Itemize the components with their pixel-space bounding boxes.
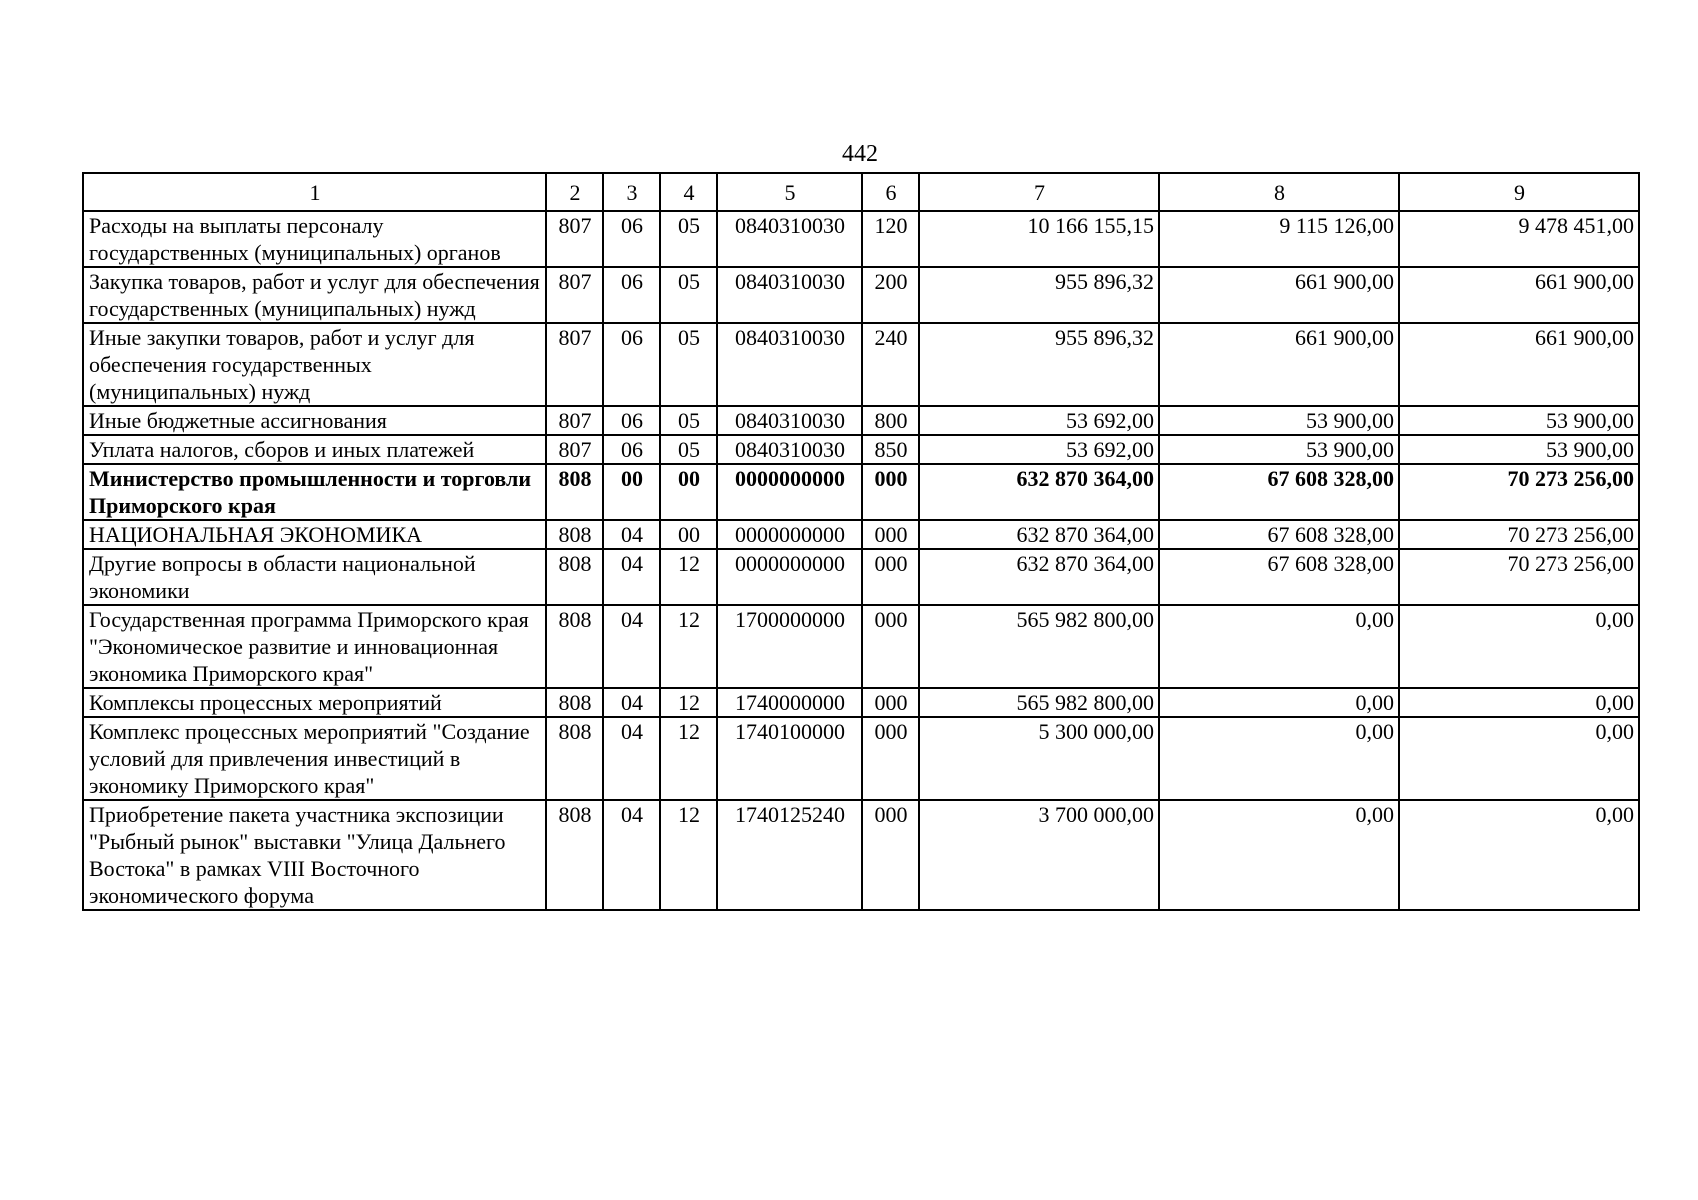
table-row xyxy=(83,605,1639,688)
code-cell-4: 12 xyxy=(660,800,717,910)
amount-cell-7: 632 870 364,00 xyxy=(919,464,1159,520)
amount-cell-8: 0,00 xyxy=(1159,800,1399,910)
code-cell-5: 0000000000 xyxy=(717,549,862,605)
table-row xyxy=(83,688,1639,717)
row-name-cell: Комплексы процессных мероприятий xyxy=(83,688,546,717)
code-cell-2: 807 xyxy=(546,406,603,435)
code-cell-4: 12 xyxy=(660,605,717,688)
code-cell-2: 808 xyxy=(546,800,603,910)
code-cell-6: 240 xyxy=(862,323,919,406)
amount-cell-8: 67 608 328,00 xyxy=(1159,549,1399,605)
amount-cell-9: 70 273 256,00 xyxy=(1399,464,1639,520)
column-header: 5 xyxy=(717,173,862,211)
code-cell-2: 807 xyxy=(546,435,603,464)
header-row xyxy=(83,173,1639,211)
code-cell-5: 1700000000 xyxy=(717,605,862,688)
code-cell-2: 808 xyxy=(546,520,603,549)
code-cell-6: 850 xyxy=(862,435,919,464)
amount-cell-7: 955 896,32 xyxy=(919,323,1159,406)
amount-cell-9: 70 273 256,00 xyxy=(1399,520,1639,549)
code-cell-3: 06 xyxy=(603,323,660,406)
row-name-cell: Министерство промышленности и торговли Приморского края xyxy=(83,464,546,520)
code-cell-4: 12 xyxy=(660,717,717,800)
column-header: 1 xyxy=(83,173,546,211)
row-name-cell: НАЦИОНАЛЬНАЯ ЭКОНОМИКА xyxy=(83,520,546,549)
column-header: 2 xyxy=(546,173,603,211)
code-cell-4: 12 xyxy=(660,549,717,605)
amount-cell-9: 0,00 xyxy=(1399,717,1639,800)
code-cell-6: 200 xyxy=(862,267,919,323)
row-name-cell: Закупка товаров, работ и услуг для обеспечения государственных (муниципальных) нужд xyxy=(83,267,546,323)
code-cell-4: 12 xyxy=(660,688,717,717)
table-row xyxy=(83,464,1639,520)
column-header: 6 xyxy=(862,173,919,211)
code-cell-6: 120 xyxy=(862,211,919,267)
code-cell-4: 05 xyxy=(660,267,717,323)
amount-cell-7: 10 166 155,15 xyxy=(919,211,1159,267)
code-cell-2: 808 xyxy=(546,549,603,605)
code-cell-5: 1740000000 xyxy=(717,688,862,717)
code-cell-6: 000 xyxy=(862,464,919,520)
code-cell-3: 06 xyxy=(603,211,660,267)
code-cell-5: 0000000000 xyxy=(717,520,862,549)
code-cell-3: 06 xyxy=(603,406,660,435)
code-cell-5: 0840310030 xyxy=(717,267,862,323)
code-cell-3: 04 xyxy=(603,717,660,800)
code-cell-5: 1740100000 xyxy=(717,717,862,800)
amount-cell-8: 9 115 126,00 xyxy=(1159,211,1399,267)
amount-cell-9: 53 900,00 xyxy=(1399,406,1639,435)
row-name-cell: Комплекс процессных мероприятий "Создание условий для привлечения инвестиций в экономику Приморского края" xyxy=(83,717,546,800)
table-row xyxy=(83,800,1639,910)
code-cell-6: 000 xyxy=(862,605,919,688)
amount-cell-9: 0,00 xyxy=(1399,688,1639,717)
table-row xyxy=(83,323,1639,406)
amount-cell-8: 0,00 xyxy=(1159,605,1399,688)
row-name-cell: Иные бюджетные ассигнования xyxy=(83,406,546,435)
code-cell-3: 06 xyxy=(603,435,660,464)
code-cell-2: 808 xyxy=(546,688,603,717)
code-cell-4: 05 xyxy=(660,211,717,267)
row-name-cell: Расходы на выплаты персоналу государственных (муниципальных) органов xyxy=(83,211,546,267)
code-cell-4: 05 xyxy=(660,323,717,406)
code-cell-3: 04 xyxy=(603,800,660,910)
code-cell-4: 05 xyxy=(660,435,717,464)
amount-cell-7: 53 692,00 xyxy=(919,406,1159,435)
code-cell-3: 04 xyxy=(603,688,660,717)
amount-cell-8: 661 900,00 xyxy=(1159,323,1399,406)
column-header: 7 xyxy=(919,173,1159,211)
amount-cell-7: 3 700 000,00 xyxy=(919,800,1159,910)
code-cell-5: 0000000000 xyxy=(717,464,862,520)
amount-cell-9: 9 478 451,00 xyxy=(1399,211,1639,267)
code-cell-3: 04 xyxy=(603,549,660,605)
amount-cell-9: 661 900,00 xyxy=(1399,267,1639,323)
code-cell-6: 800 xyxy=(862,406,919,435)
table-row xyxy=(83,549,1639,605)
amount-cell-8: 661 900,00 xyxy=(1159,267,1399,323)
amount-cell-9: 70 273 256,00 xyxy=(1399,549,1639,605)
page-number: 442 xyxy=(842,141,878,167)
code-cell-6: 000 xyxy=(862,520,919,549)
code-cell-2: 808 xyxy=(546,717,603,800)
row-name-cell: Уплата налогов, сборов и иных платежей xyxy=(83,435,546,464)
table-row xyxy=(83,267,1639,323)
code-cell-5: 0840310030 xyxy=(717,435,862,464)
amount-cell-7: 53 692,00 xyxy=(919,435,1159,464)
column-header: 8 xyxy=(1159,173,1399,211)
amount-cell-8: 53 900,00 xyxy=(1159,406,1399,435)
row-name-cell: Другие вопросы в области национальной экономики xyxy=(83,549,546,605)
table-row xyxy=(83,520,1639,549)
code-cell-2: 808 xyxy=(546,464,603,520)
amount-cell-9: 0,00 xyxy=(1399,800,1639,910)
column-header: 9 xyxy=(1399,173,1639,211)
amount-cell-9: 0,00 xyxy=(1399,605,1639,688)
code-cell-5: 0840310030 xyxy=(717,406,862,435)
code-cell-2: 807 xyxy=(546,267,603,323)
amount-cell-7: 955 896,32 xyxy=(919,267,1159,323)
amount-cell-8: 53 900,00 xyxy=(1159,435,1399,464)
code-cell-6: 000 xyxy=(862,549,919,605)
amount-cell-7: 632 870 364,00 xyxy=(919,549,1159,605)
code-cell-2: 807 xyxy=(546,323,603,406)
amount-cell-8: 67 608 328,00 xyxy=(1159,464,1399,520)
code-cell-4: 05 xyxy=(660,406,717,435)
amount-cell-9: 661 900,00 xyxy=(1399,323,1639,406)
code-cell-5: 0840310030 xyxy=(717,211,862,267)
code-cell-4: 00 xyxy=(660,520,717,549)
code-cell-3: 04 xyxy=(603,520,660,549)
code-cell-5: 0840310030 xyxy=(717,323,862,406)
table-body xyxy=(83,211,1639,910)
amount-cell-7: 5 300 000,00 xyxy=(919,717,1159,800)
code-cell-3: 06 xyxy=(603,267,660,323)
amount-cell-8: 67 608 328,00 xyxy=(1159,520,1399,549)
budget-table xyxy=(82,172,1640,911)
row-name-cell: Государственная программа Приморского края "Экономическое развитие и инновационная экономика Приморского края" xyxy=(83,605,546,688)
code-cell-6: 000 xyxy=(862,688,919,717)
amount-cell-8: 0,00 xyxy=(1159,717,1399,800)
amount-cell-8: 0,00 xyxy=(1159,688,1399,717)
code-cell-4: 00 xyxy=(660,464,717,520)
code-cell-5: 1740125240 xyxy=(717,800,862,910)
amount-cell-7: 632 870 364,00 xyxy=(919,520,1159,549)
column-header: 3 xyxy=(603,173,660,211)
amount-cell-7: 565 982 800,00 xyxy=(919,605,1159,688)
row-name-cell: Приобретение пакета участника экспозиции "Рыбный рынок" выставки "Улица Дальнего Востока" в рамках VIII Восточного экономического форума xyxy=(83,800,546,910)
amount-cell-9: 53 900,00 xyxy=(1399,435,1639,464)
table-row xyxy=(83,211,1639,267)
code-cell-2: 808 xyxy=(546,605,603,688)
code-cell-2: 807 xyxy=(546,211,603,267)
code-cell-6: 000 xyxy=(862,800,919,910)
table-row xyxy=(83,406,1639,435)
code-cell-3: 04 xyxy=(603,605,660,688)
code-cell-3: 00 xyxy=(603,464,660,520)
code-cell-6: 000 xyxy=(862,717,919,800)
table-row xyxy=(83,435,1639,464)
amount-cell-7: 565 982 800,00 xyxy=(919,688,1159,717)
table-row xyxy=(83,717,1639,800)
column-header: 4 xyxy=(660,173,717,211)
row-name-cell: Иные закупки товаров, работ и услуг для обеспечения государственных (муниципальных) нужд xyxy=(83,323,546,406)
